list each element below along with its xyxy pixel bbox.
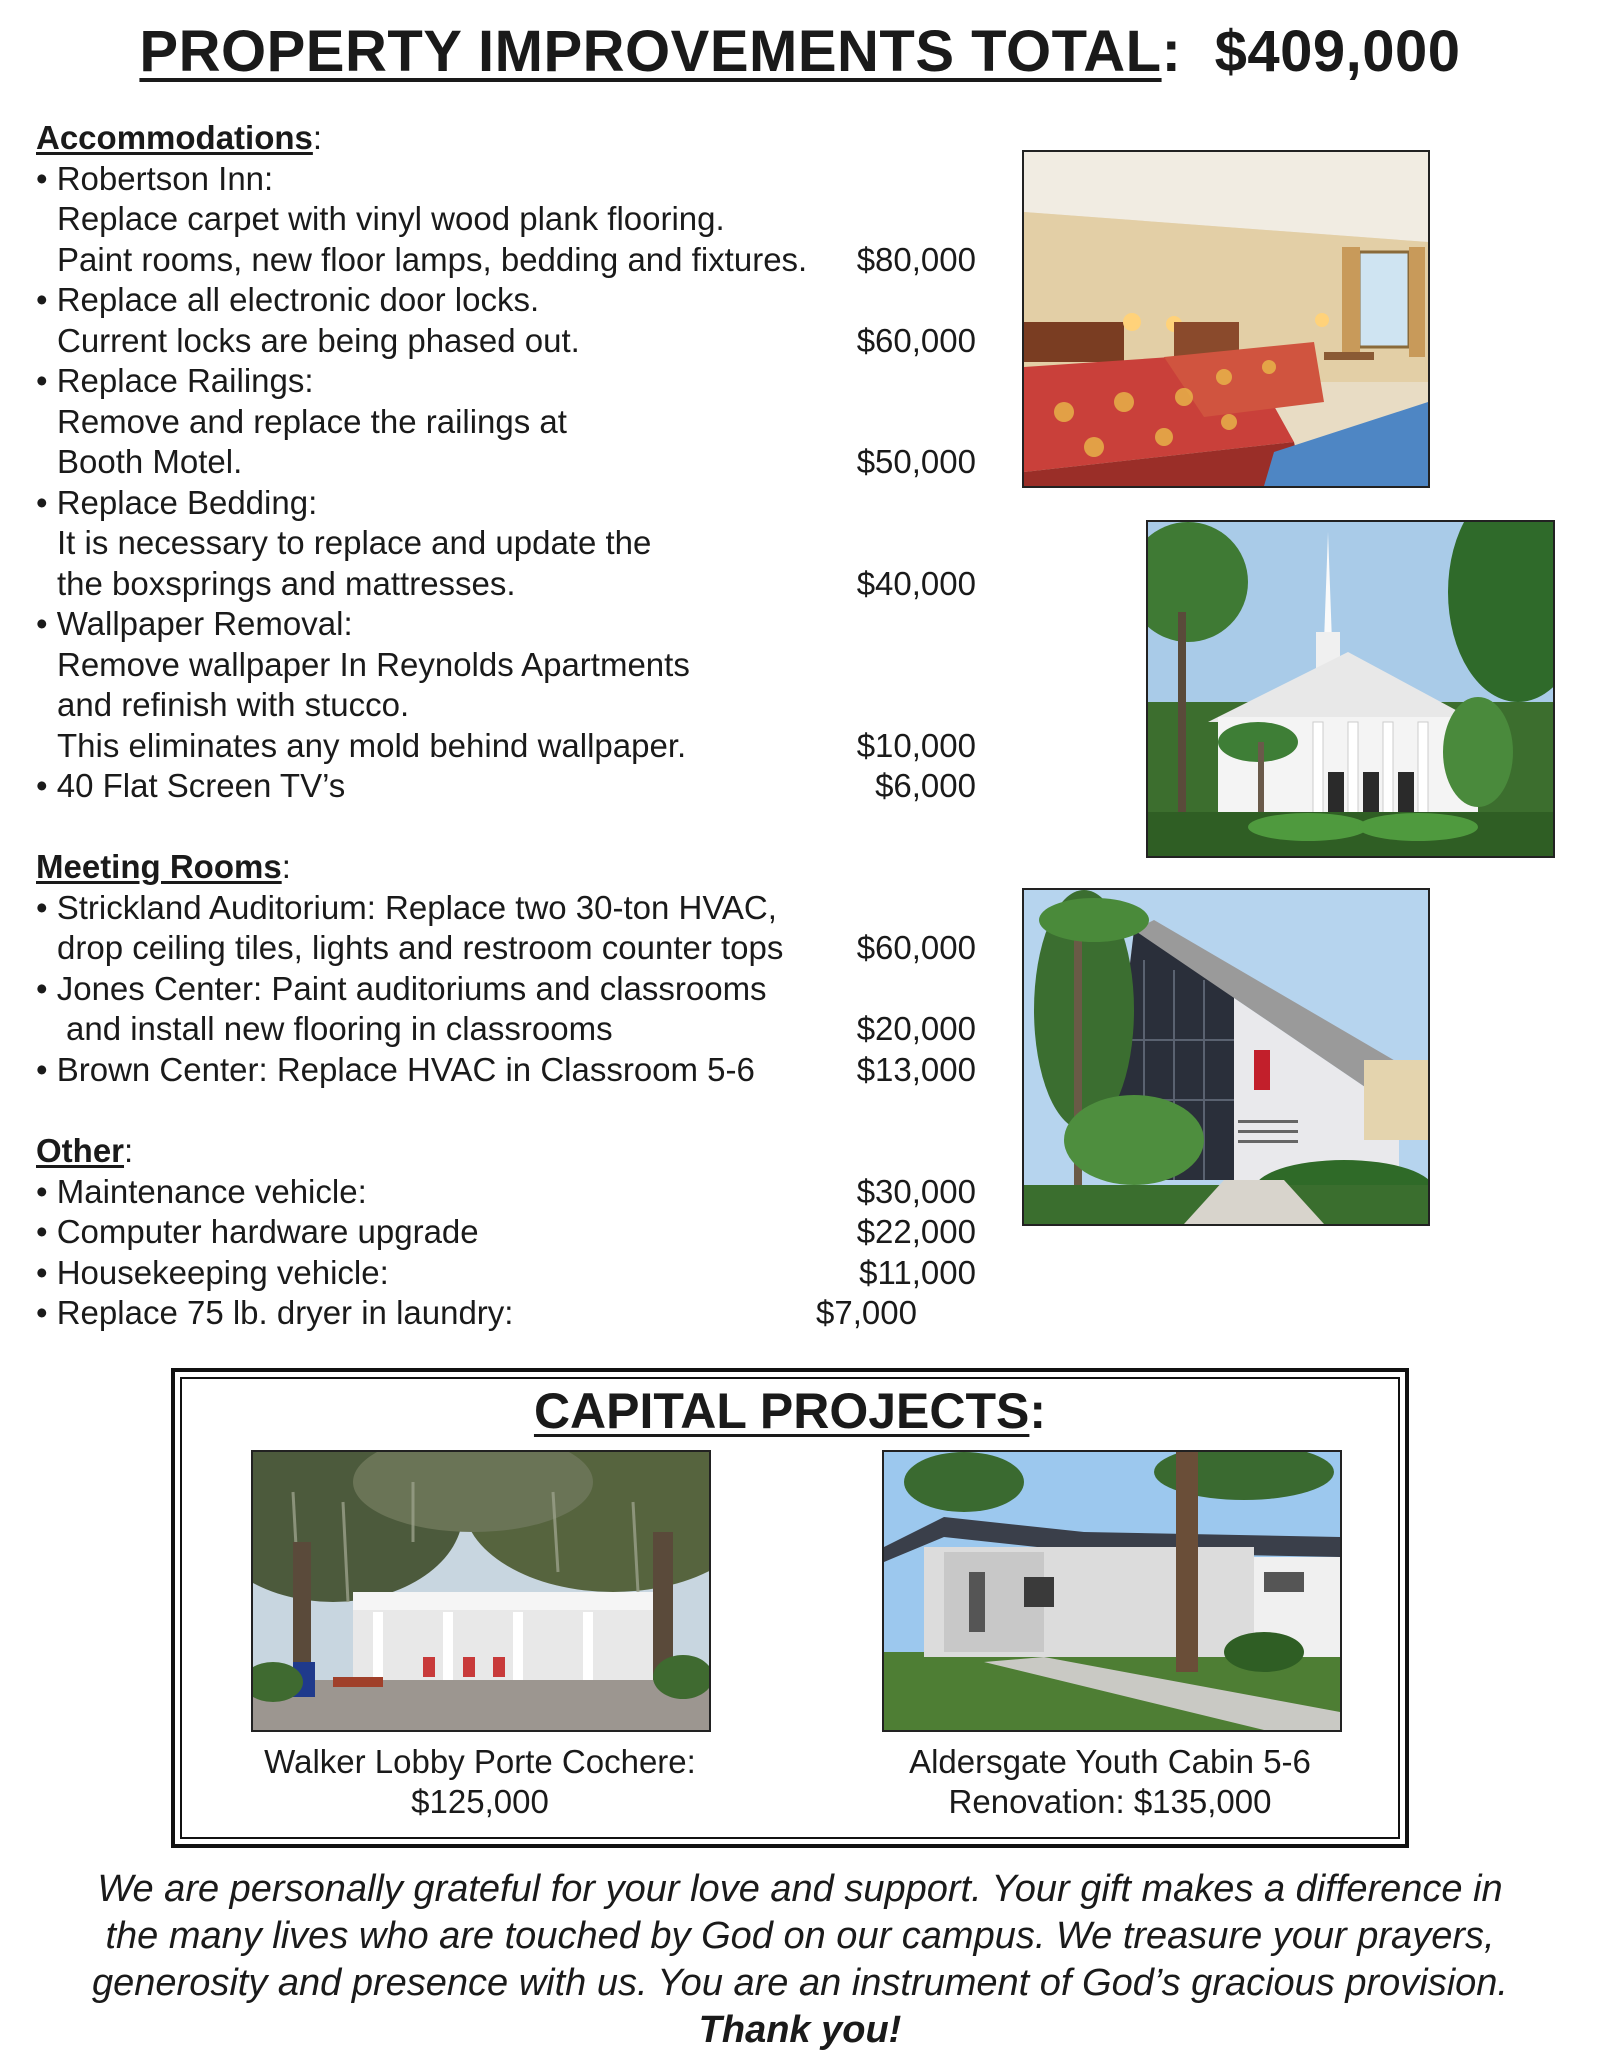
youth-cabin-caption	[875, 1742, 1345, 1822]
thank-you-text: Thank you!	[698, 2009, 902, 2051]
caption-line: Walker Lobby Porte Cochere:	[264, 1743, 696, 1780]
cost-amount: $13,000	[856, 1050, 976, 1088]
list-item: drop ceiling tiles, lights and restroom counter tops $60,000	[36, 928, 976, 969]
caption-amount: Renovation: $135,000	[948, 1783, 1272, 1820]
cost-amount: $60,000	[856, 321, 976, 359]
capital-projects-heading	[175, 1382, 1405, 1440]
list-item: Paint rooms, new floor lamps, bedding and fixtures. $80,000	[36, 240, 976, 281]
list-item: Booth Motel. $50,000	[36, 442, 976, 483]
footer-line: the many lives who are touched by God on our campus. We treasure your prayers,	[105, 1915, 1495, 1957]
caption-line: Aldersgate Youth Cabin 5-6	[909, 1743, 1311, 1780]
cost-amount: $30,000	[856, 1172, 976, 1210]
list-item: • Wallpaper Removal:	[36, 605, 353, 642]
page-title-colon: :	[1161, 19, 1182, 84]
other-section: Other: • Maintenance vehicle: $30,000 • Computer hardware upgrade $22,000 • Housekeeping vehicle: $11,000 • Replace 75 lb. dryer in laundry: $7,000	[36, 1131, 976, 1334]
list-item: Remove wallpaper In Reynolds Apartments	[57, 645, 690, 683]
footer-line: We are personally grateful for your love and support. Your gift makes a difference in	[97, 1868, 1503, 1910]
list-item: • Housekeeping vehicle: $11,000	[36, 1253, 976, 1294]
list-item: the boxsprings and mattresses. $40,000	[36, 564, 976, 605]
page-title	[0, 18, 1600, 85]
list-item: • 40 Flat Screen TV’s $6,000	[36, 766, 976, 807]
hotel-room-photo	[1022, 150, 1430, 488]
list-item: • Strickland Auditorium: Replace two 30-ton HVAC,	[36, 888, 777, 926]
meeting-rooms-section: Meeting Rooms: • Strickland Auditorium: Replace two 30-ton HVAC, drop ceiling tiles, lights and restroom counter tops $60,000 • Jones Center: Paint auditoriums and classrooms and install new flooring in classrooms $20,000 • Brown Center: Replace HVAC in Classroom 5-6 $13,000	[36, 847, 976, 1090]
cost-amount: $6,000	[875, 767, 976, 804]
list-item: Current locks are being phased out. $60,000	[36, 321, 976, 362]
list-item: It is necessary to replace and update the	[57, 524, 652, 561]
list-item: Remove and replace the railings at	[57, 402, 567, 440]
list-item: • Robertson Inn:	[36, 159, 274, 197]
capital-projects-box	[171, 1368, 1409, 1848]
accommodations-heading: Accommodations	[36, 119, 313, 156]
list-item: • Replace all electronic door locks.	[36, 281, 540, 318]
cost-amount: $40,000	[856, 564, 976, 602]
accommodations-section: Accommodations: • Robertson Inn: Replace carpet with vinyl wood plank flooring. Paint rooms, new floor lamps, bedding and fixtures. $80,000 • Replace all electronic door locks. Current locks are being phased out. $60,000 • Replace Railings: Remove and replace the railings at Booth Motel. $50,000 • Replace Bedding: It is necessary to replace and update the the boxsprings and mattresses. $40,000 • Wallpaper Removal: Remove wallpaper In Reynolds Apartments and refinish with stucco. This eliminates any mold behind wallpaper. $10,000 • 40 Flat Screen TV’s $6,000	[36, 118, 976, 807]
cost-amount: $22,000	[856, 1213, 976, 1250]
list-item: and install new flooring in classrooms $20,000	[36, 1009, 976, 1050]
list-item: Replace carpet with vinyl wood plank flooring.	[57, 200, 725, 237]
cost-amount: $50,000	[856, 443, 976, 480]
list-item: • Maintenance vehicle: $30,000	[36, 1172, 976, 1213]
meeting-rooms-heading: Meeting Rooms	[36, 848, 282, 885]
other-heading: Other	[36, 1132, 125, 1169]
cost-amount: $20,000	[856, 1010, 976, 1047]
cost-amount: $11,000	[859, 1253, 976, 1291]
cost-amount: $80,000	[856, 240, 976, 278]
list-item: • Jones Center: Paint auditoriums and classrooms	[36, 969, 767, 1007]
cost-amount: $60,000	[856, 929, 976, 966]
list-item: This eliminates any mold behind wallpaper. $10,000	[36, 726, 976, 767]
cost-amount: $10,000	[856, 726, 976, 764]
page-title-label: PROPERTY IMPROVEMENTS TOTAL	[139, 19, 1162, 84]
list-item: • Replace 75 lb. dryer in laundry: $7,000	[36, 1293, 976, 1334]
jones-center-photo	[1022, 888, 1430, 1226]
caption-amount: $125,000	[411, 1783, 549, 1820]
list-item: • Computer hardware upgrade $22,000	[36, 1212, 976, 1253]
youth-cabin-photo	[882, 1450, 1342, 1732]
list-item: • Replace Bedding:	[36, 483, 318, 521]
list-item: • Replace Railings:	[36, 362, 314, 399]
capital-projects-heading-colon: :	[1029, 1383, 1047, 1439]
page-title-total: $409,000	[1214, 19, 1461, 84]
thank-you-message	[30, 1866, 1570, 2054]
church-photo	[1146, 520, 1555, 858]
cost-amount: $7,000	[816, 1294, 917, 1331]
capital-projects-heading-text: CAPITAL PROJECTS	[533, 1383, 1030, 1439]
walker-lobby-caption	[245, 1742, 715, 1822]
list-item: and refinish with stucco.	[57, 686, 410, 723]
walker-lobby-photo	[251, 1450, 711, 1732]
list-item: • Brown Center: Replace HVAC in Classroom 5-6 $13,000	[36, 1050, 976, 1091]
footer-line: generosity and presence with us. You are an instrument of God’s gracious provision.	[92, 1962, 1508, 2004]
